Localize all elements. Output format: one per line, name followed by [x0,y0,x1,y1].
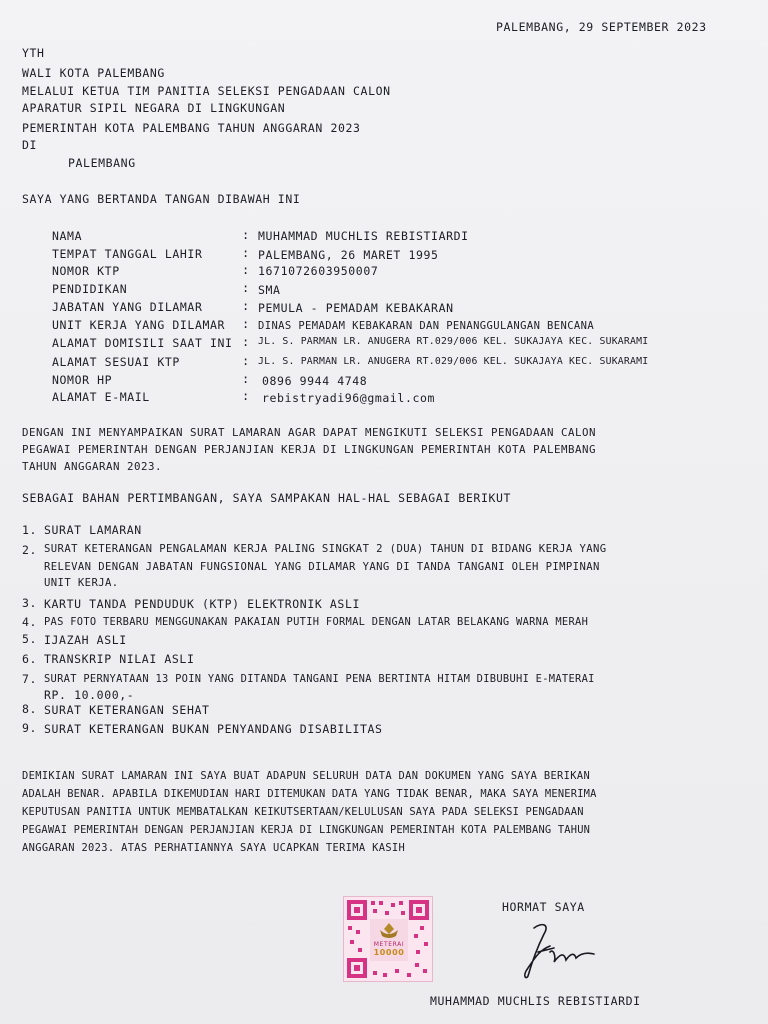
place-date: PALEMBANG, 29 SEPTEMBER 2023 [496,20,707,34]
list-item: TRANSKRIP NILAI ASLI [44,652,195,666]
list-item-cont: RELEVAN DENGAN JABATAN FUNGSIONAL YANG DILAMAR YANG DI TANDA TANGANI OLEH PIMPINAN [44,561,600,573]
education-value: SMA [258,283,281,297]
closing-line: ADALAH BENAR. APABILA DIKEMUDIAN HARI DITEMUKAN DATA YANG TIDAK BENAR, MAKA SAYA MENERIMA [22,788,597,800]
list-number: 5. [22,632,38,646]
recipient-line: MELALUI KETUA TIM PANITIA SELEKSI PENGADAAN CALON [22,84,391,98]
qr-code-icon [344,897,432,981]
ktp-label: NOMOR KTP [52,264,120,278]
list-item: SURAT KETERANGAN SEHAT [44,703,210,717]
list-item-cont: RP. 10.000,- [44,688,135,702]
list-item: SURAT KETERANGAN PENGALAMAN KERJA PALING SINGKAT 2 (DUA) TAHUN DI BIDANG KERJA YANG [44,543,607,555]
list-number: 9. [22,721,38,735]
closing-line: ANGGARAN 2023. ATAS PERHATIANNYA SAYA UCAPKAN TERIMA KASIH [22,842,406,854]
ktp-value: 1671072603950007 [258,264,379,278]
colon: : [242,372,250,386]
closing-line: PEGAWAI PEMERINTAH DENGAN PERJANJIAN KERJA DI LINGKUNGAN PEMERINTAH KOTA PALEMBANG TAHUN [22,824,591,836]
list-item: PAS FOTO TERBARU MENGGUNAKAN PAKAIAN PUTIH FORMAL DENGAN LATAR BELAKANG WARNA MERAH [44,616,589,628]
ktp-address-label: ALAMAT SESUAI KTP [52,355,180,369]
list-number: 6. [22,652,38,666]
colon: : [242,246,250,260]
recipient-line: DI [22,138,38,152]
colon: : [242,317,250,331]
name-value: MUHAMMAD MUCHLIS REBISTIARDI [258,229,469,243]
list-number: 2. [22,543,38,557]
email-label: ALAMAT E-MAIL [52,390,150,404]
signatory-name: MUHAMMAD MUCHLIS REBISTIARDI [430,994,641,1008]
list-item: IJAZAH ASLI [44,633,127,647]
stamp-value: 10000 [373,948,405,957]
paragraph-line: PEGAWAI PEMERINTAH DENGAN PERJANJIAN KERJA DI LINGKUNGAN PEMERINTAH KOTA PALEMBANG [22,443,597,456]
colon: : [242,281,250,295]
colon: : [242,389,250,403]
list-number: 8. [22,702,38,716]
unit-value: DINAS PEMADAM KEBAKARAN DAN PENANGGULANGAN BENCANA [258,320,595,332]
position-label: JABATAN YANG DILAMAR [52,300,203,314]
closing-line: DEMIKIAN SURAT LAMARAN INI SAYA BUAT ADAPUN SELURUH DATA DAN DOKUMEN YANG SAYA BERIKAN [22,770,591,782]
e-materai-stamp [343,896,433,982]
phone-label: NOMOR HP [52,373,113,387]
list-number: 7. [22,672,38,686]
colon: : [242,228,250,242]
ktp-address-value: JL. S. PARMAN LR. ANUGERA RT.029/006 KEL. SUKAJAYA KEC. SUKARAMI [258,356,649,367]
list-number: 4. [22,615,38,629]
list-number: 3. [22,596,38,610]
phone-value: 0896 9944 4748 [262,374,368,388]
list-item: SURAT PERNYATAAN 13 POIN YANG DITANDA TANGANI PENA BERTINTA HITAM DIBUBUHI E-MATERAI [44,673,595,685]
name-label: NAMA [52,229,83,243]
closing-line: KEPUTUSAN PANITIA UNTUK MEMBATALKAN KEIKUTSERTAAN/KELULUSAN SAYA PADA SELEKSI PENGADAAN [22,806,584,818]
domicile-label: ALAMAT DOMISILI SAAT INI [52,336,233,350]
recipient-line: PEMERINTAH KOTA PALEMBANG TAHUN ANGGARAN 2023 [22,121,361,135]
stamp-title: METERAI [373,941,405,948]
consideration-text: SEBAGAI BAHAN PERTIMBANGAN, SAYA SAMPAKAN HAL-HAL SEBAGAI BERIKUT [22,491,512,505]
birth-label: TEMPAT TANGGAL LAHIR [52,247,203,261]
colon: : [242,263,250,277]
intro-text: SAYA YANG BERTANDA TANGAN DIBAWAH INI [22,192,301,206]
handwritten-signature [520,918,600,982]
list-item: SURAT LAMARAN [44,523,142,537]
email-value: rebistryadi96@gmail.com [262,391,436,405]
unit-label: UNIT KERJA YANG DILAMAR [52,318,226,332]
colon: : [242,299,250,313]
education-label: PENDIDIKAN [52,282,128,296]
domicile-value: JL. S. PARMAN LR. ANUGERA RT.029/006 KEL. SUKAJAYA KEC. SUKARAMI [258,336,649,347]
signature-greeting: HORMAT SAYA [502,900,585,914]
recipient-city: PALEMBANG [68,156,136,170]
list-item: KARTU TANDA PENDUDUK (KTP) ELEKTRONIK ASLI [44,597,360,611]
recipient-line: WALI KOTA PALEMBANG [22,66,165,80]
paragraph-line: DENGAN INI MENYAMPAIKAN SURAT LAMARAN AGAR DAPAT MENGIKUTI SELEKSI PENGADAAN CALON [22,426,597,439]
list-item: SURAT KETERANGAN BUKAN PENYANDANG DISABILITAS [44,722,383,736]
paragraph-line: TAHUN ANGGARAN 2023. [22,460,163,473]
list-number: 1. [22,523,38,537]
recipient-line: APARATUR SIPIL NEGARA DI LINGKUNGAN [22,101,286,115]
position-value: PEMULA - PEMADAM KEBAKARAN [258,301,454,315]
colon: : [242,354,250,368]
colon: : [242,335,250,349]
recipient-line: YTH [22,46,45,60]
birth-value: PALEMBANG, 26 MARET 1995 [258,248,439,262]
list-item-cont: UNIT KERJA. [44,577,119,589]
